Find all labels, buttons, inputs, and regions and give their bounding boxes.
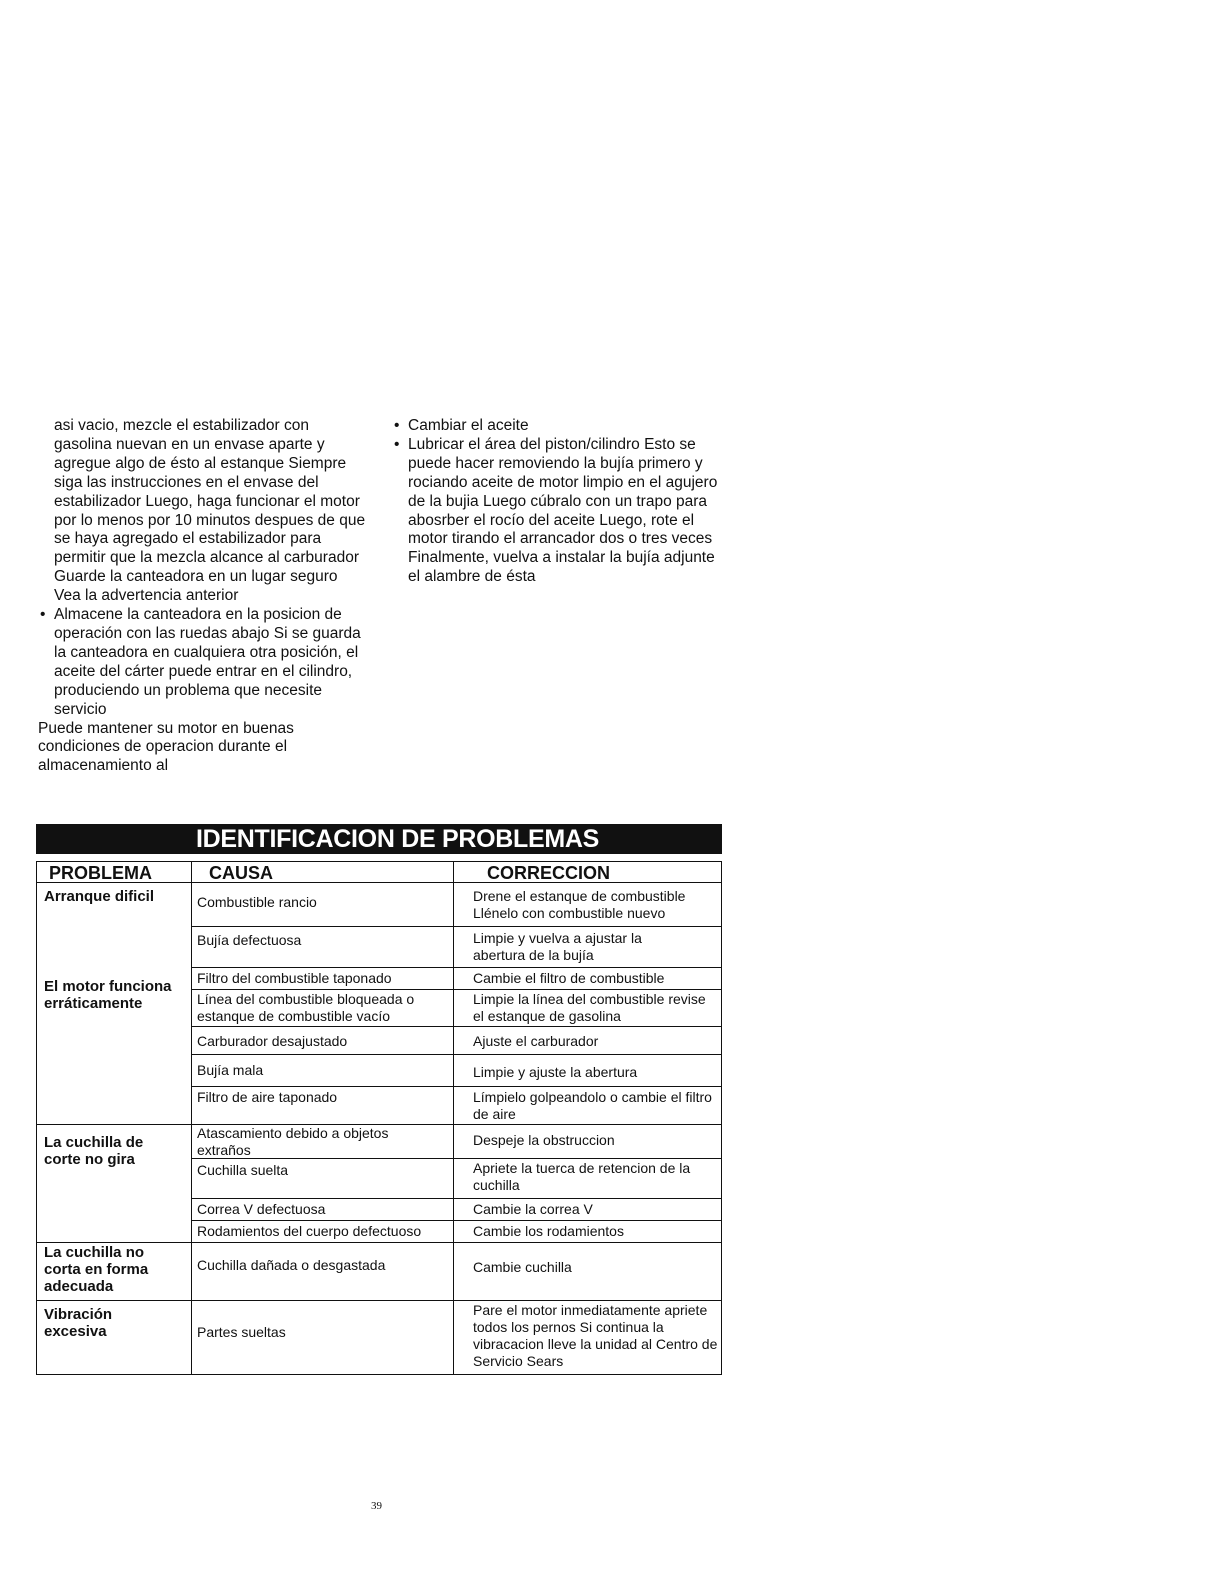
cause-cell: Cuchilla dañada o desgastada <box>197 1257 386 1273</box>
problem-group-divider <box>37 1242 721 1243</box>
cause-cell: Bujía mala <box>197 1062 264 1078</box>
correction-cell: Limpie la línea del combustible revise el estanque de gasolina <box>473 991 706 1024</box>
right-bullet-list <box>392 417 727 587</box>
problem-label: La cuchilla de corte no gira <box>44 1134 144 1168</box>
row-divider <box>192 1026 721 1027</box>
correction-cell: Cambie cuchilla <box>473 1259 572 1275</box>
cause-cell: Partes sueltas <box>197 1324 286 1340</box>
problem-group-divider <box>37 1300 721 1301</box>
storage-continuation-text: asi vacio, mezcle el estabilizador con gasolina nuevan en un envase aparte y agregue algo de ésto al estanque Siempre siga las instrucciones en el envase del estabilizador Luego, haga funcionar el motor por lo menos por 10 minutos despues de que se haya agregado el estabilizador para permitir que la mezcla alcance al carburador Guarde la canteadora en un lugar seguro Vea la advertencia anterior <box>54 417 366 605</box>
right-text-column <box>392 417 727 587</box>
cause-cell: Combustible rancio <box>197 894 317 910</box>
problem-label: La cuchilla no corta en forma adecuada <box>44 1244 149 1295</box>
row-divider <box>192 967 721 968</box>
left-text-column <box>38 417 368 776</box>
cause-cell: Rodamientos del cuerpo defectuoso <box>197 1223 422 1239</box>
cause-cell: Correa V defectuosa <box>197 1201 326 1217</box>
problem-label: El motor funciona erráticamente <box>44 978 172 1012</box>
troubleshooting-banner <box>36 824 722 854</box>
correction-cell: Despeje la obstruccion <box>473 1132 615 1148</box>
row-divider <box>192 1086 721 1087</box>
correction-cell: Apriete la tuerca de retencion de la cuchilla <box>473 1160 691 1193</box>
problem-label: Vibración excesiva <box>44 1306 113 1340</box>
correction-cell: Ajuste el carburador <box>473 1033 599 1049</box>
troubleshooting-title: IDENTIFICACION DE PROBLEMAS <box>196 825 600 853</box>
correction-cell: Cambie la correa V <box>473 1201 593 1217</box>
correction-cell: Cambie los rodamientos <box>473 1223 624 1239</box>
header-correction: CORRECCION <box>487 863 611 883</box>
correction-cell: Limpie y vuelva a ajustar la abertura de la bujía <box>473 930 642 963</box>
bullet-item-change-oil: • Cambiar el aceite <box>392 417 727 436</box>
bullet-item-storage-position: • Almacene la canteadora en la posicion de operación con las ruedas abajo Si se guarda la canteadora en cualquiera otra posición, el aceite del cárter puede entrar en el cilindro, produciendo un problema que necesite servicio <box>38 606 368 719</box>
row-divider <box>192 1054 721 1055</box>
left-bullet-list <box>38 606 368 719</box>
cause-cell: Cuchilla suelta <box>197 1162 289 1178</box>
row-divider <box>192 1198 721 1199</box>
row-divider <box>192 989 721 990</box>
row-divider <box>192 1220 721 1221</box>
cause-cell: Filtro del combustible taponado <box>197 970 392 986</box>
cause-cell: Filtro de aire taponado <box>197 1089 338 1105</box>
header-problem: PROBLEMA <box>49 863 152 883</box>
correction-cell: Limpie y ajuste la abertura <box>473 1064 638 1080</box>
page-number: 39 <box>371 1500 382 1512</box>
row-divider <box>192 926 721 927</box>
bullet-item-lubricate-cylinder: • Lubricar el área del piston/cilindro Esto se puede hacer removiendo la bujía primero y rociando aceite de motor limpio en el agujero de la bujia Luego cúbralo con un trapo para abosrber el rocío del aceite Luego, rote el motor tirando el arrancador dos o tres veces Finalmente, vuelva a instalar la bujía adjunte el alambre de ésta <box>392 436 727 587</box>
correction-cell: Cambie el filtro de combustible <box>473 970 665 986</box>
header-cause: CAUSA <box>209 863 274 883</box>
cause-cell: Carburador desajustado <box>197 1033 348 1049</box>
engine-care-paragraph: Puede mantener su motor en buenas condiciones de operacion durante el almacenamiento al <box>38 719 294 775</box>
troubleshooting-table <box>36 861 722 1375</box>
cause-cell: Línea del combustible bloqueada o estanque de combustible vacío <box>197 991 415 1024</box>
correction-cell: Drene el estanque de combustible Llénelo con combustible nuevo <box>473 888 686 921</box>
cause-cell: Atascamiento debido a objetos extraños <box>197 1125 389 1158</box>
problem-label: Arranque dificil <box>44 888 155 905</box>
column-divider-problem-cause <box>191 862 192 1374</box>
correction-cell: Pare el motor inmediatamente apriete todos los pernos Si continua la vibracacion lleve la unidad al Centro de Servicio Sears <box>473 1302 718 1369</box>
correction-cell: Límpielo golpeandolo o cambie el filtro de aire <box>473 1089 712 1122</box>
cause-cell: Bujía defectuosa <box>197 932 302 948</box>
